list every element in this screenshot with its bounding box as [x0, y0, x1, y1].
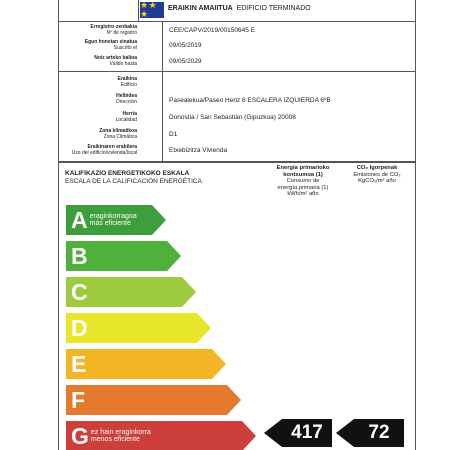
energy-class-letter: A	[71, 207, 88, 233]
energy-class-g	[66, 421, 256, 450]
energy-class-letter: G	[71, 423, 89, 449]
issue-date-value: 09/05/2019	[169, 42, 202, 49]
issue-date-label: Egun honetan sinatua Suscrito el	[84, 39, 137, 51]
address-label: Helbidea Dirección	[116, 93, 137, 105]
energy-class-letter: D	[71, 315, 88, 341]
climate-zone-label: Zona klimatikoa Zona Climática	[99, 128, 137, 140]
co2-value: 72	[354, 419, 404, 447]
primary-energy-header: Energia primarioko kontsumoa (1) Consumo de energía primaria (1) kWh/m² año	[276, 165, 330, 197]
primary-energy-value: 417	[282, 419, 332, 447]
town-label: Herria Localidad	[115, 111, 137, 123]
energy-class-a	[66, 205, 166, 235]
energy-class-description: ez hain eraginkorra menos eficiente	[90, 428, 151, 443]
scale-title: KALIFIKAZIO ENERGETIKOKO ESKALA ESCALA DE LA CALIFICACIÓN ENERGÉTICA	[65, 170, 202, 185]
building-section	[58, 72, 416, 162]
energy-certificate	[58, 0, 416, 450]
eu-flag-icon: ★ ★ ★	[140, 2, 164, 18]
energy-class-description: eraginkorragoa más eficiente	[89, 212, 137, 227]
registry-number-label: Erregistro-zenbakia Nº de registro	[90, 24, 137, 36]
energy-class-letter: E	[71, 351, 87, 377]
energy-class-f	[66, 385, 241, 415]
co2-indicator	[336, 419, 404, 447]
co2-header: CO₂ Igorpenak Emisiones de CO₂ KgCO₂/m² año	[353, 165, 401, 184]
valid-until-value: 09/05/2029	[169, 58, 202, 65]
building-label: Eraikina Edificio	[117, 76, 137, 88]
energy-class-d	[66, 313, 211, 343]
use-label: Eraikinaren erabilera Uso del edificio/vivienda/local	[71, 144, 137, 156]
energy-class-e	[66, 349, 226, 379]
registry-number-value: CEE/CAPV/2019/00150645 E	[169, 27, 256, 34]
use-value: Etxebizitza Vivienda	[169, 147, 228, 154]
valid-until-label: Noiz arteko balioa Válido hasta	[94, 55, 137, 67]
climate-zone-value: D1	[169, 131, 178, 138]
registry-section	[58, 22, 416, 72]
certificate-title: ERAIKIN AMAIITUA EDIFICIO TERMINADO	[168, 5, 311, 12]
town-value: Donostia / San Sebastián (Gipuzkoa) 20008	[169, 114, 296, 121]
energy-class-c	[66, 277, 196, 307]
energy-class-letter: C	[71, 279, 88, 305]
primary-energy-indicator	[264, 419, 332, 447]
address-value: Pasealekua/Paseo Heriz 8 ESCALERA IZQUIERDA 6ºB	[169, 97, 331, 104]
energy-class-letter: F	[71, 387, 86, 413]
energy-class-b	[66, 241, 181, 271]
energy-class-letter: B	[71, 243, 88, 269]
